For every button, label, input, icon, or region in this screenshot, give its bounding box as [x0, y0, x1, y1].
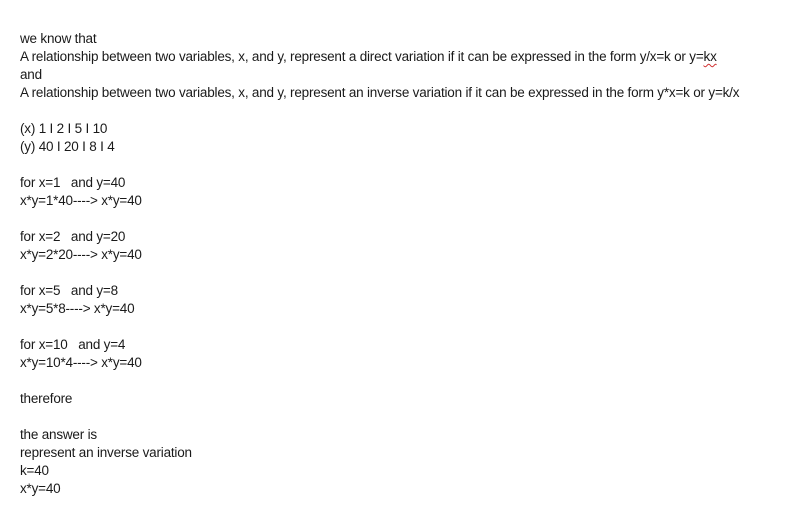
check-condition: for x=2 and y=20	[20, 229, 126, 244]
check-result: x*y=2*20----> x*y=40	[20, 247, 142, 262]
direct-variation-text: A relationship between two variables, x, and y, represent a direct variation if it can be expressed in the form y/x=k or y=	[20, 49, 704, 64]
spacer	[20, 372, 795, 390]
spacer	[20, 210, 795, 228]
check-condition: for x=10 and y=4	[20, 337, 126, 352]
spacer	[20, 102, 795, 120]
intro-line: we know that	[20, 31, 97, 46]
answer-k-value: k=40	[20, 463, 49, 478]
direct-variation-definition	[20, 48, 795, 66]
spacer	[20, 264, 795, 282]
answer-text: represent an inverse variation	[20, 445, 192, 460]
spacer	[20, 408, 795, 426]
document-body	[20, 30, 795, 498]
spacer	[20, 318, 795, 336]
table-x-row: (x) 1 I 2 I 5 I 10	[20, 121, 108, 136]
answer-intro: the answer is	[20, 427, 97, 442]
check-result: x*y=10*4----> x*y=40	[20, 355, 142, 370]
and-line: and	[20, 67, 42, 82]
check-result: x*y=1*40----> x*y=40	[20, 193, 142, 208]
check-condition: for x=5 and y=8	[20, 283, 118, 298]
table-y-row: (y) 40 I 20 I 8 I 4	[20, 139, 115, 154]
spacer	[20, 156, 795, 174]
spellcheck-word-kx: kx	[703, 49, 717, 64]
inverse-variation-definition: A relationship between two variables, x, and y, represent an inverse variation if it can be expressed in the form y*x=k or y=k/x	[20, 85, 740, 100]
check-result: x*y=5*8----> x*y=40	[20, 301, 135, 316]
check-condition: for x=1 and y=40	[20, 175, 126, 190]
answer-equation: x*y=40	[20, 481, 61, 496]
therefore-line: therefore	[20, 391, 73, 406]
